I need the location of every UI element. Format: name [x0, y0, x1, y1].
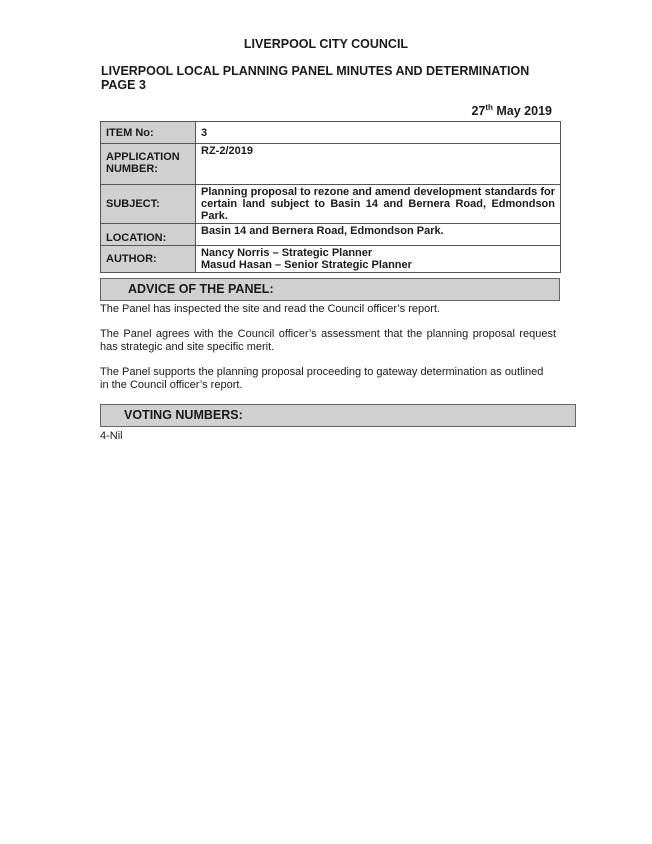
author-line-2: Masud Hasan – Senior Strategic Planner — [201, 259, 412, 271]
voting-result: 4-Nil — [100, 430, 123, 442]
value-application-number: RZ-2/2019 — [196, 144, 561, 185]
heading-line-2: PAGE 3 — [101, 78, 146, 92]
date-day: 27 — [471, 104, 486, 118]
date-month-year: May 2019 — [492, 104, 552, 118]
label-subject: SUBJECT: — [101, 185, 196, 224]
document-heading — [101, 64, 571, 92]
advice-heading-bar: ADVICE OF THE PANEL: — [100, 278, 560, 301]
label-application-line-1: APPLICATION — [106, 151, 180, 163]
value-subject: Planning proposal to rezone and amend development standards for certain land subject to Basin 14 and Bernera Road, Edmondson Park. — [196, 185, 561, 224]
advice-paragraph-2: The Panel agrees with the Council officer’s assessment that the planning proposal request has strategic and site specific merit. — [100, 328, 556, 353]
voting-heading-bar: VOTING NUMBERS: — [100, 404, 576, 427]
value-item-number: 3 — [196, 122, 561, 144]
row-subject — [101, 185, 561, 224]
row-application-number — [101, 144, 561, 185]
label-application-number — [101, 144, 196, 185]
value-location: Basin 14 and Bernera Road, Edmondson Park. — [196, 224, 561, 246]
date-suffix: th — [485, 103, 493, 112]
council-name: LIVERPOOL CITY COUNCIL — [243, 37, 409, 51]
label-application-line-2: NUMBER: — [106, 163, 158, 175]
advice-paragraph-1: The Panel has inspected the site and read the Council officer’s report. — [100, 303, 440, 315]
row-author — [101, 246, 561, 273]
row-location — [101, 224, 561, 246]
row-item-number — [101, 122, 561, 144]
meeting-date — [471, 104, 552, 118]
label-author: AUTHOR: — [101, 246, 196, 273]
item-details-table — [100, 121, 561, 273]
author-line-1: Nancy Norris – Strategic Planner — [201, 247, 373, 259]
value-author — [196, 246, 561, 273]
label-item-number: ITEM No: — [101, 122, 196, 144]
heading-line-1: LIVERPOOL LOCAL PLANNING PANEL MINUTES AND DETERMINATION — [101, 64, 530, 78]
advice-paragraph-3: The Panel supports the planning proposal proceeding to gateway determination as outlined in the Council officer’s report. — [100, 366, 544, 391]
label-location: LOCATION: — [101, 224, 196, 246]
